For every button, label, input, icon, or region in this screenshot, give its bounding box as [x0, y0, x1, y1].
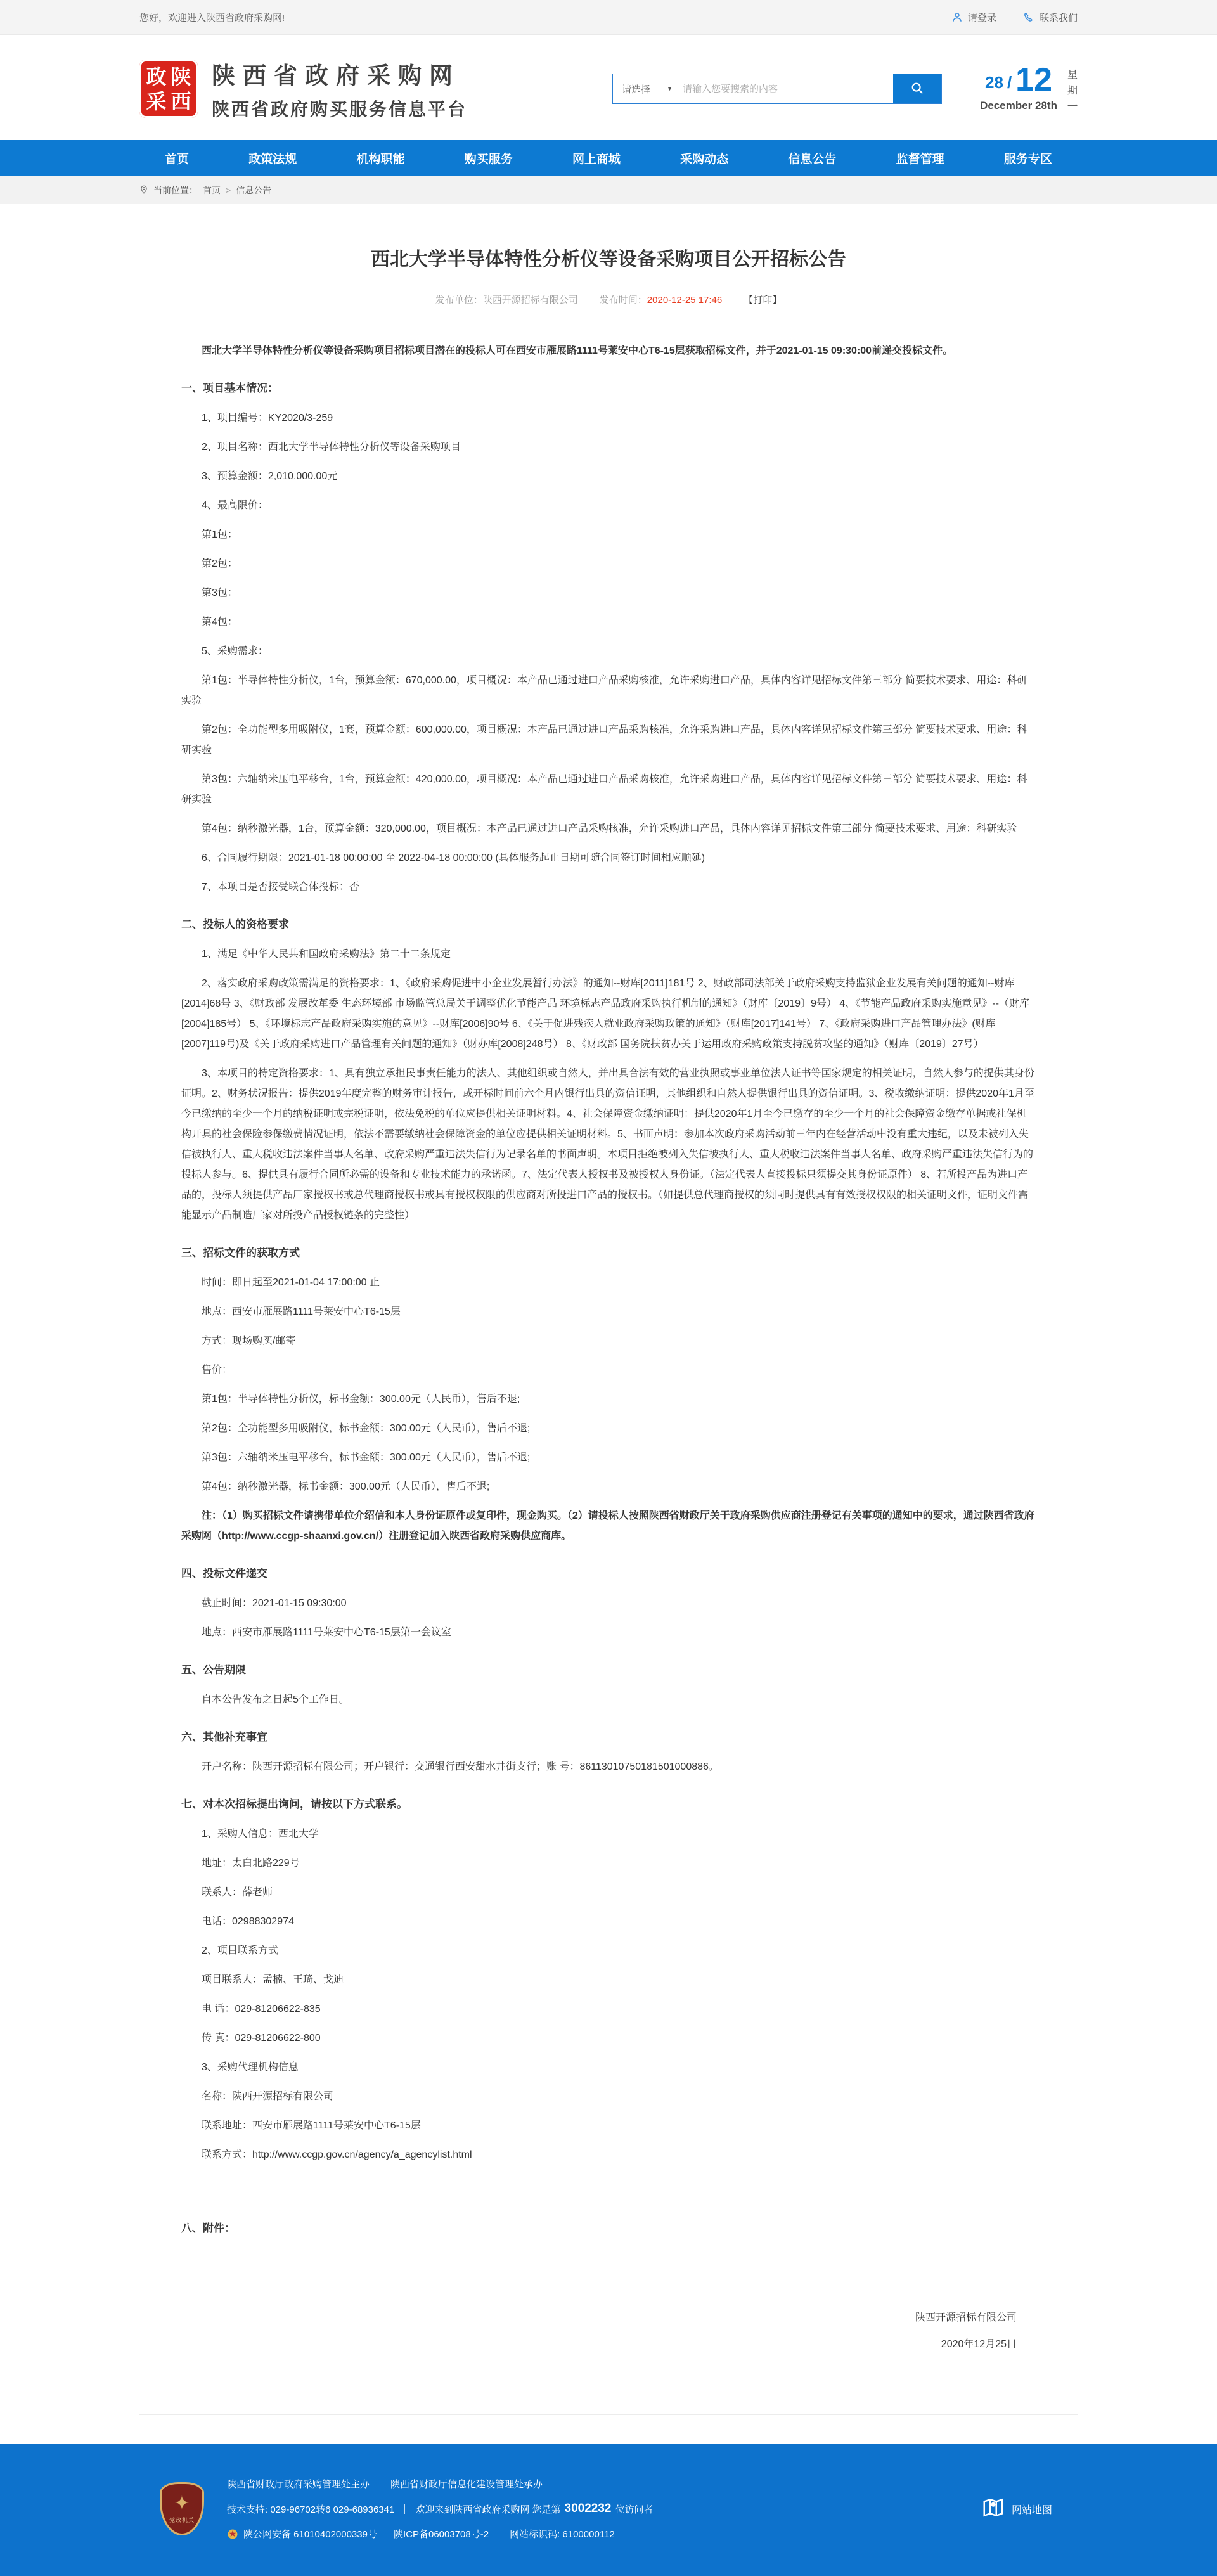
main-nav — [0, 140, 1217, 176]
article-paragraph: 第3包：六轴纳米压电平移台，标书金额：300.00元（人民币），售后不退; — [202, 1452, 531, 1463]
search-button[interactable] — [893, 74, 941, 103]
weekday-label: 星 期 一 — [1067, 69, 1078, 112]
article-meta: 发布单位：陕西开源招标有限公司 发布时间：2020-12-25 17:46 【打印】 — [181, 293, 1036, 306]
nav-item-2[interactable]: 机构职能 — [356, 153, 405, 166]
security-record[interactable]: 陕公网安备 61010402000339号 — [243, 2529, 377, 2541]
article-paragraph: 1、项目编号：KY2020/3-259 — [202, 413, 333, 423]
article-paragraph: 第4包：纳秒激光器，标书金额：300.00元（人民币），售后不退; — [202, 1481, 490, 1492]
breadcrumb-current: 信息公告 — [236, 185, 272, 195]
article-paragraph: 6、合同履行期限：2021-01-18 00:00:00 至 2022-04-18 00:00:00 (具体服务起止日期可随合同签订时间相应顺延) — [202, 853, 705, 863]
chevron-down-icon: ▼ — [667, 86, 673, 92]
nav-item-6[interactable]: 信息公告 — [788, 153, 837, 166]
article-paragraph: 第3包： — [202, 588, 238, 598]
article-paragraph: 联系地址：西安市雁展路1111号莱安中心T6-15层 — [202, 2120, 421, 2131]
article-paragraph: 第4包：纳秒激光器，1台，预算金额：320,000.00，项目概况：本产品已通过进口产品采购核准，允许采购进口产品，具体内容详见招标文件第三部分 简要技术要求、用途：科研实验 — [202, 823, 1017, 834]
article-paragraph: 5、采购需求： — [202, 646, 268, 657]
article-paragraph: 地址：太白北路229号 — [202, 1858, 300, 1869]
article-paragraph: 第3包：六轴纳米压电平移台，1台，预算金额：420,000.00，项目概况：本产品已通过进口产品采购核准，允许采购进口产品，具体内容详见招标文件第三部分 简要技术要求、用途：科研实验 — [181, 774, 1027, 805]
nav-item-1[interactable]: 政策法规 — [248, 153, 297, 166]
date-widget: 28 / 12 December 28th 星 期 一 — [980, 61, 1078, 112]
section-heading: 四、投标文件递交 — [181, 1568, 267, 1580]
article-paragraph: 第2包：全功能型多用吸附仪，标书金额：300.00元（人民币），售后不退; — [202, 1423, 531, 1434]
section-heading: 五、公告期限 — [181, 1664, 246, 1676]
article-paragraph: 第4包： — [202, 617, 238, 628]
site-name: 陕西省政府采购网 — [212, 63, 460, 89]
article-paragraph: 联系人：薛老师 — [202, 1887, 273, 1898]
article-paragraph: 第2包：全功能型多用吸附仪，1套，预算金额：600,000.00，项目概况：本产品已通过进口产品采购核准，允许采购进口产品，具体内容详见招标文件第三部分 简要技术要求、用途：科研实验 — [181, 724, 1027, 756]
article-paragraph: 注：（1）购买招标文件请携带单位介绍信和本人身份证原件或复印件，现金购买。（2）请投标人按照陕西省财政厅关于政府采购供应商注册登记有关事项的通知中的要求，通过陕西省政府采购网（http://www.ccgp-shaanxi.gov.cn/）注册登记加入陕西省政府采购供应商库。 — [181, 1510, 1034, 1542]
logo-char: 采 — [146, 89, 167, 113]
logo-char: 西 — [171, 89, 191, 113]
breadcrumb: 当前位置： 首页 > 信息公告 — [0, 176, 1217, 204]
article-paragraph: 2、落实政府采购政策需满足的资格要求：1、《政府采购促进中小企业发展暂行办法》的通知--财库[2011]181号 2、财政部司法部关于政府采购支持监狱企业发展有关问题的通知--财库[2014]68号 3、《财政部 发展改革委 生态环境部 市场监管总局关于调整优化节能产品 环境标志产品政府采购执行机制的通知》（财库〔2019〕9号） 4、《节能产品政府采购实施意见》--（财库[2004]185号） 5、《环境标志产品政府采购实施的意见》--财库[2006]90号 6、《关于促进残疾人就业政府采购政策的通知》（财库[2017]141号） 7、《政府采购进口产品管理办法》(财库[2007]119号)及《关于政府采购进口产品管理有关问题的通知》（财办库[2008]248号） 8、《财政部 国务院扶贫办关于运用政府采购政策支持脱贫攻坚的通知》（财库〔2019〕27号） — [181, 978, 1029, 1050]
site-footer — [0, 2444, 1217, 2576]
search-box — [612, 74, 942, 104]
article-paragraph: 2、项目名称：西北大学半导体特性分析仪等设备采购项目 — [202, 442, 461, 453]
footer-sponsor-row: 陕西省财政厅政府采购管理处主办 陕西省财政厅信息化建设管理处承办 — [227, 2479, 543, 2490]
site-code: 网站标识码: 6100000112 — [510, 2529, 615, 2541]
article-paragraph: 3、预算金额：2,010,000.00元 — [202, 471, 338, 482]
section-heading: 二、投标人的资格要求 — [181, 918, 289, 931]
article-paragraph: 第1包：半导体特性分析仪，标书金额：300.00元（人民币），售后不退; — [202, 1394, 520, 1405]
site-subtitle: 陕西省政府购买服务信息平台 — [212, 100, 468, 119]
date-english: December 28th — [980, 100, 1057, 112]
article-paragraph: 开户名称：陕西开源招标有限公司；开户银行：交通银行西安甜水井街支行；账 号：86113010750181501000886。 — [202, 1761, 719, 1772]
article-paragraph: 联系方式：http://www.ccgp.gov.cn/agency/a_agencylist.html — [202, 2149, 472, 2160]
location-pin-icon — [139, 184, 148, 196]
article-paragraph: 时间：即日起至2021-01-04 17:00:00 止 — [202, 1277, 380, 1288]
article-paragraph: 1、满足《中华人民共和国政府采购法》第二十二条规定 — [202, 949, 451, 960]
article-paragraph: 1、采购人信息：西北大学 — [202, 1829, 319, 1839]
article-paragraph: 西北大学半导体特性分析仪等设备采购项目招标项目潜在的投标人可在西安市雁展路1111号莱安中心T6-15层获取招标文件，并于2021-01-15 09:30:00前递交投标文件。 — [202, 345, 953, 356]
section-heading: 一、项目基本情况： — [181, 382, 278, 394]
visitor-count: 3002232 — [564, 2502, 612, 2516]
publish-time: 2020-12-25 17:46 — [647, 295, 723, 306]
attachment-heading: 八、附件： — [181, 2222, 235, 2234]
nav-item-8[interactable]: 服务专区 — [1003, 153, 1052, 166]
article-paragraph: 第1包：半导体特性分析仪，1台，预算金额：670,000.00，项目概况：本产品已通过进口产品采购核准，允许采购进口产品，具体内容详见招标文件第三部分 简要技术要求、用途：科研实验 — [181, 675, 1027, 706]
article-paragraph: 自本公告发布之日起5个工作日。 — [202, 1694, 349, 1705]
nav-item-5[interactable]: 采购动态 — [680, 153, 729, 166]
date-month: 12 — [1015, 61, 1053, 98]
article-paragraph: 名称：陕西开源招标有限公司 — [202, 2091, 334, 2102]
contact-link[interactable]: 联系我们 — [1023, 11, 1078, 24]
nav-item-7[interactable]: 监督管理 — [896, 153, 944, 166]
breadcrumb-home-link[interactable]: 首页 — [203, 185, 221, 195]
article-paragraph: 地点：西安市雁展路1111号莱安中心T6-15层第一会议室 — [202, 1627, 451, 1638]
article-paragraph: 电话：02988302974 — [202, 1916, 294, 1927]
signature-block — [181, 2305, 1036, 2357]
print-button[interactable]: 【打印】 — [744, 295, 782, 306]
topbar — [0, 0, 1217, 35]
site-logo[interactable] — [139, 56, 467, 121]
article-paragraph: 售价： — [202, 1365, 233, 1375]
logo-seal-icon — [139, 60, 198, 118]
map-icon — [981, 2496, 1005, 2523]
government-emblem-icon: ✦ 党政机关 — [158, 2482, 205, 2535]
announcement-card — [139, 204, 1078, 2415]
section-heading: 七、对本次招标提出询问，请按以下方式联系。 — [181, 1798, 408, 1810]
article-paragraph: 3、本项目的特定资格要求：1、具有独立承担民事责任能力的法人、其他组织或自然人，并出具合法有效的营业执照或事业单位法人证书等国家规定的相关证明，自然人参与的提供其身份证明。2、财务状况报告：提供2019年度完整的财务审计报告，或开标时间前六个月内银行出具的资信证明，其他组织和自然人提供银行出具的资信证明。3、税收缴纳证明：提供2020年1月至今已缴纳的至少一个月的纳税证明或完税证明，依法免税的单位应提供相关证明材料。4、社会保障资金缴纳证明：提供2020年1月至今已缴存的至少一个月的社会保障资金缴存单据或社保机构开具的社会保险参保缴费情况证明，依法不需要缴纳社会保障资金的单位应提供相关证明材料。5、书面声明：参加本次政府采购活动前三年内在经营活动中没有重大违纪，以及未被列入失信被执行人、重大税收违法案件当事人名单、政府采购严重违法失信行为记录名单的书面声明。本项目拒绝被列入失信被执行人、重大税收违法案件当事人名单、政府采购严重违法失信行为的投标人参与。6、提供具有履行合同所必需的设备和专业技术能力的承诺函。7、法定代表人授权书及被授权人身份证。（法定代表人直接投标只须提交其身份证原件） 8、若所投产品为进口产品的，投标人须提供产品厂家授权书或总代理商授权书或具有授权权限的供应商对所投进口产品的授权书。（如提供总代理商授权的须同时提供具有有效授权权限的相关证明文件，证明文件需能显示产品制造厂家对所投产品授权链条的完整性） — [181, 1068, 1034, 1221]
breadcrumb-label: 当前位置： — [153, 185, 198, 195]
sitemap-link[interactable]: 网站地图 — [981, 2496, 1052, 2523]
article-paragraph: 7、本项目是否接受联合体投标：否 — [202, 882, 359, 892]
phone-icon — [1023, 11, 1034, 23]
article-paragraph: 方式：现场购买/邮寄 — [202, 1336, 296, 1346]
article-paragraph: 第2包： — [202, 558, 238, 569]
article-paragraph: 截止时间：2021-01-15 09:30:00 — [202, 1598, 347, 1609]
user-icon — [951, 11, 963, 23]
nav-item-4[interactable]: 网上商城 — [572, 153, 621, 166]
publisher: 陕西开源招标有限公司 — [482, 295, 578, 306]
article-paragraph: 电 话：029-81206622-835 — [202, 2004, 321, 2014]
page-title: 西北大学半导体特性分析仪等设备采购项目公开招标公告 — [371, 249, 846, 270]
public-security-badge-icon — [227, 2528, 238, 2540]
section-heading: 三、招标文件的获取方式 — [181, 1247, 300, 1259]
article-paragraph: 3、采购代理机构信息 — [202, 2062, 299, 2073]
signature-date: 2020年12月25日 — [941, 2338, 1017, 2350]
logo-char: 陕 — [171, 65, 191, 88]
footer-record-row — [227, 2527, 654, 2541]
article-paragraph: 地点：西安市雁展路1111号莱安中心T6-15层 — [202, 1306, 401, 1317]
icp-record[interactable]: 陕ICP备06003708号-2 — [393, 2529, 489, 2541]
article-paragraph: 2、项目联系方式 — [202, 1945, 278, 1956]
section-heading: 六、其他补充事宜 — [181, 1731, 267, 1743]
search-category-select[interactable]: 请选择 ▼ — [622, 84, 673, 95]
welcome-text: 您好，欢迎进入陕西省政府采购网! — [139, 12, 285, 23]
search-icon — [910, 81, 924, 97]
nav-item-3[interactable]: 购买服务 — [464, 153, 513, 166]
nav-item-0[interactable]: 首页 — [165, 153, 190, 166]
search-input[interactable] — [683, 74, 893, 103]
logo-char: 政 — [146, 65, 167, 88]
signature-company: 陕西开源招标有限公司 — [915, 2312, 1017, 2323]
article-paragraph: 项目联系人：孟楠、王琦、戈迪 — [202, 1974, 344, 1985]
article-paragraph: 4、最高限价： — [202, 500, 268, 511]
article-paragraph: 传 真：029-81206622-800 — [202, 2033, 321, 2044]
article-body — [181, 341, 1036, 2165]
login-link[interactable]: 请登录 — [951, 11, 996, 24]
article-paragraph: 第1包： — [202, 529, 238, 540]
date-day: 28 — [985, 73, 1003, 93]
footer-support-row: 技术支持: 029-96702转6 029-68936341 欢迎来到陕西省政府采购网 您是第 3002232 位访问者 — [227, 2502, 654, 2516]
site-header — [0, 35, 1217, 140]
